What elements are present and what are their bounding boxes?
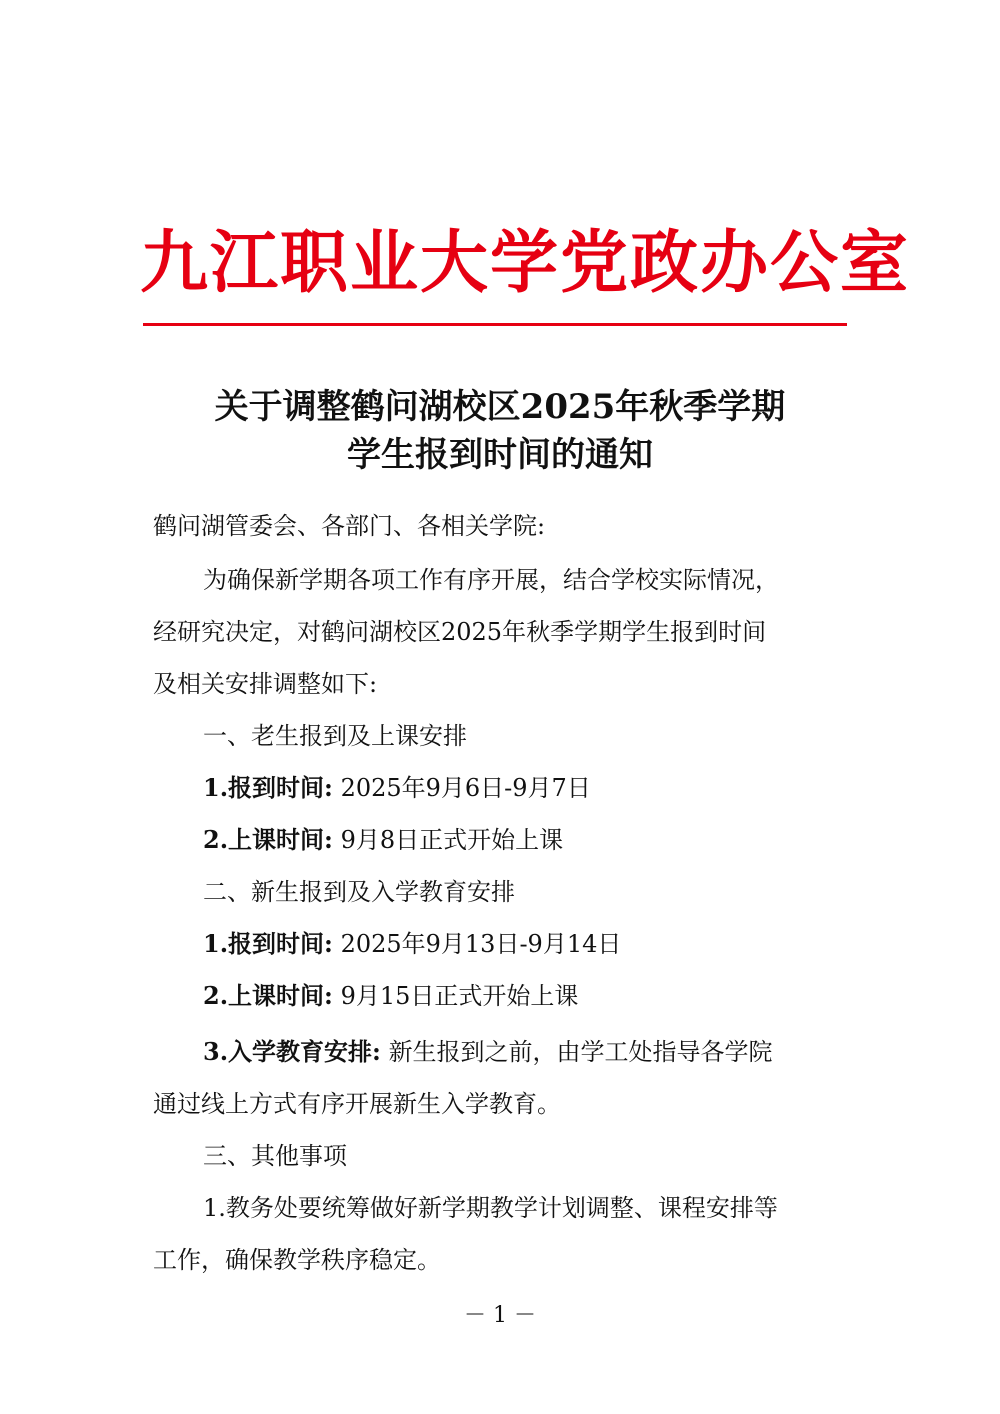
section-2-item-2-text: 9月15日正式开始上课: [340, 982, 579, 1010]
masthead-org-name: 九江职业大学党政办公室: [140, 223, 911, 303]
section-3-item-1-line-1: 1.教务处要统筹做好新学期教学计划调整、课程安排等: [203, 1194, 778, 1222]
intro-line-1: 为确保新学期各项工作有序开展，结合学校实际情况，: [203, 566, 779, 594]
section-3-heading: 三、其他事项: [203, 1142, 347, 1170]
intro-line-2: 经研究决定，对鹤问湖校区2025年秋季学期学生报到时间: [153, 618, 767, 646]
section-2-item-1: [203, 926, 621, 962]
page-number: － 1 －: [464, 1303, 536, 1328]
section-2-item-3-text: 新生报到之前，由学工处指导各学院: [388, 1038, 773, 1066]
notice-title-line-1: 关于调整鹤问湖校区2025年秋季学期: [214, 387, 786, 427]
masthead-red-divider: [143, 323, 847, 326]
section-1-item-2: [203, 822, 563, 858]
section-3-item-1-line-2: 工作，确保教学秩序稳定。: [153, 1246, 441, 1274]
section-1-item-2-text: 9月8日正式开始上课: [340, 826, 564, 854]
notice-title-line-2: 学生报到时间的通知: [347, 435, 653, 475]
section-2-item-3-label: 3.入学教育安排:: [203, 1037, 381, 1066]
section-1-heading: 一、老生报到及上课安排: [203, 722, 467, 750]
notice-title: [130, 383, 870, 479]
section-1-item-1-text: 2025年9月6日-9月7日: [340, 774, 591, 802]
section-2-item-3-continued: 通过线上方式有序开展新生入学教育。: [153, 1090, 561, 1118]
section-2-item-1-label: 1.报到时间:: [203, 929, 333, 958]
intro-line-3: 及相关安排调整如下:: [153, 670, 378, 698]
section-1-item-1: [203, 770, 591, 806]
section-2-item-2: [203, 978, 578, 1014]
salutation: 鹤问湖管委会、各部门、各相关学院:: [153, 512, 546, 540]
section-2-item-3: [203, 1034, 773, 1070]
section-2-heading: 二、新生报到及入学教育安排: [203, 878, 515, 906]
section-2-item-2-label: 2.上课时间:: [203, 981, 333, 1010]
section-1-item-1-label: 1.报到时间:: [203, 773, 333, 802]
section-2-item-1-text: 2025年9月13日-9月14日: [340, 930, 622, 958]
section-1-item-2-label: 2.上课时间:: [203, 825, 333, 854]
